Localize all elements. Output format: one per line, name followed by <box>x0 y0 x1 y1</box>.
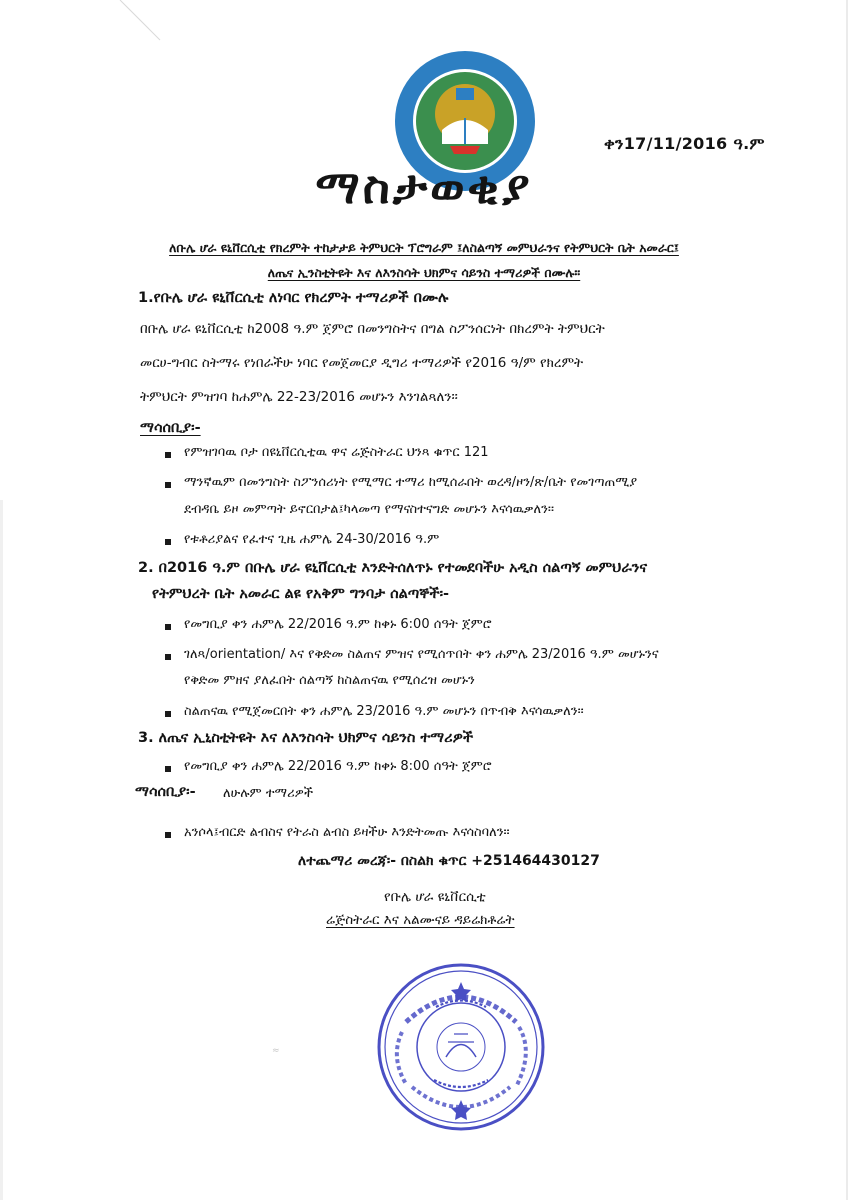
bullet-marker <box>165 539 171 545</box>
list-item: ማንኛዉም በመንግስት ስፖንሰሪነት የሚማር ተማሪ ከሚሰራበት ወረዳ/ዞን/ጽ/ቤት የመገጣጠሚያ <box>184 475 638 490</box>
list-item: የቱቶሪያልና የፈተና ጊዜ ሐምሌ 24-30/2016 ዓ.ም <box>184 532 440 547</box>
section-1-heading: 1.የቡሌ ሆራ ዩኒቨርሲቲ ለነባር የክረምት ተማሪዎች በሙሉ <box>138 290 449 306</box>
section-1-paragraph-line: መርሀ-ግብር ስትማሩ የነበራችሁ ነባር የመጀመርያ ዲግሪ ተማሪዎች የ2016 ዓ/ም የክረምት <box>140 355 584 371</box>
final-note-label: ማሳሰቢያ፡- <box>135 784 196 800</box>
registrar-seal-icon <box>376 962 546 1132</box>
section-1-paragraph-line: ትምህርት ምዝገባ ከሐምሌ 22-23/2016 መሆኑን እንገልጻለን፡፡ <box>140 389 458 405</box>
signature-office-line-1: የቡሌ ሆራ ዩኒቨርሲቲ <box>384 889 486 905</box>
notice-date: ቀን17/11/2016 ዓ.ም <box>604 134 765 153</box>
final-note-item: አንሶላ፤ብርድ ልብስና የትራስ ልብስ ይዛችሁ እንድትመጡ እናሳስባለን። <box>184 825 510 840</box>
bullet-marker <box>165 624 171 630</box>
list-item: ገለጻ/orientation/ እና የቅድመ ስልጠና ምዝና የሚሰጥበት ቀን ሐምሌ 23/2016 ዓ.ም መሆኑንና <box>184 647 659 662</box>
bullet-marker <box>165 766 171 772</box>
section-2-heading: 2. በ2016 ዓ.ም በቡሌ ሆራ ዩኒቨርሲቲ እንድትሰለጥኑ የተመደባችሁ አዲስ ሰልጣኝ መምህራንና <box>138 560 648 576</box>
section-2-heading-continuation: የትምህረት ቤት አመራር ልዩ የአቅም ግንባታ ሰልጣኞች፡- <box>152 586 450 602</box>
notice-title: ማስታወቂያ <box>315 160 533 214</box>
list-item-continuation: ደብዳቤ ይዞ መምጣት ይኖርበታል፤ካላመጣ የማናስተናግድ መሆኑን እናሳዉቃለን፡፡ <box>184 502 555 517</box>
bullet-marker <box>165 711 171 717</box>
notice-subject-line-1: ለቡሌ ሆራ ዩኒቨርሲቲ የክረምት ተከታታይ ትምህርት ፕሮግራም ፤ለስልጣኝ መምህራንና የትምህርት ቤት አመራር፤ <box>169 240 679 255</box>
signature-office-line-2: ሬጅስትራር እና አልሙናይ ዳይሬክቶሬት <box>326 912 515 928</box>
notice-subject-line-2: ለጤና ኢንስቲትዩት እና ለእንስሳት ህክምና ሳይንስ ተማሪዎች በሙሉ፡፡ <box>267 265 581 280</box>
section-1-paragraph-line: በቡሌ ሆራ ዩኒቨርሲቲ ከ2008 ዓ.ም ጀምሮ በመንግስትና በግል ስፖንሰርነት በክረምት ትምህርት <box>140 321 605 337</box>
bullet-marker <box>165 482 171 488</box>
bullet-marker <box>165 654 171 660</box>
list-item: ስልጠናዉ የሚጀመርበት ቀን ሐምሌ 23/2016 ዓ.ም መሆኑን በጥብቅ እናሳዉቃለን፡፡ <box>184 704 584 719</box>
scan-mark: ≈ <box>272 1046 280 1056</box>
bullet-marker <box>165 832 171 838</box>
bullet-marker <box>165 452 171 458</box>
list-item: የምዝገባዉ ቦታ በዩኒቨርሲቲዉ ዋና ሬጅስትራር ህንጻ ቁጥር 121 <box>184 445 489 460</box>
section-3-heading: 3. ለጤና ኢኒስቲትዩት እና ለእንስሳት ህክምና ሳይንስ ተማሪዎች <box>138 730 474 746</box>
list-item: የመግቢያ ቀን ሐምሌ 22/2016 ዓ.ም ከቀኑ 8:00 ሰዓት ጀምሮ <box>184 759 492 774</box>
final-note-audience: ለሁሉም ተማሪዎች <box>223 786 314 801</box>
list-item: የመግቢያ ቀን ሐምሌ 22/2016 ዓ.ም ከቀኑ 6:00 ሰዓት ጀምሮ <box>184 617 492 632</box>
section-1-note-label: ማሳሰቢያ፡- <box>140 420 201 436</box>
contact-phone: ለተጨማሪ መረጃ፡- በስልክ ቁጥር +251464430127 <box>298 853 600 869</box>
list-item-continuation: የቅድመ ምዘና ያለፈበት ሰልጣኝ ከስልጠናዉ የሚሰረዝ መሆኑን <box>184 673 475 688</box>
